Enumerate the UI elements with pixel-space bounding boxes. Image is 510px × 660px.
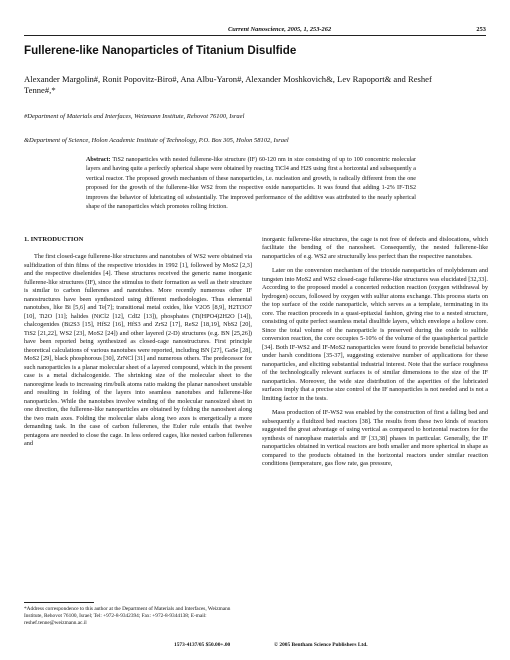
page-number: 253 xyxy=(476,26,486,33)
section-heading: 1. INTRODUCTION xyxy=(24,236,84,243)
affiliation-1: #Department of Materials and Interfaces, Weizmann Institute, Rehovot 76100, Israel xyxy=(24,113,245,120)
left-column xyxy=(24,236,252,455)
author-list: Alexander Margolin#, Ronit Popovitz-Biro#, Ana Albu-Yaron#, Alexander Moshkovich&, Lev Rapoport& and Reshef Tenne#,* xyxy=(24,74,432,95)
affiliation-2: &Department of Science, Holon Academic Institute of Technology, P.O. Box 305, Holon 58102, Israel xyxy=(24,137,289,144)
body-paragraph: Later on the conversion mechanism of the trioxide nanoparticles of molybdenum and tungsten into MoS2 and WS2 closed-cage fullerene-like structures was elucidated [32,33]. According to the proposed model a concerted reduction reaction (oxygen withdrawal by hydrogen) occurs, followed by oxygen with sulfur atoms exchange. This process starts on the top surface of the oxide nanoparticle, which serves as a template, terminating in its core. The reaction proceeds in a quasi-epitaxial fashion, giving rise to a nested structure, consisting of quite perfect seamless metal disulfide layers, which envelope a hollow core. Since the total volume of the nanoparticle is preserved during the oxide to sulfide conversion reaction, the core occupies 5-10% of the volume of the quasispherical particle [34]. Both IF-WS2 and IF-MoS2 nanoparticles were found to provide beneficial behavior under harsh conditions [35-37], suggesting extensive number of applications for these nanoparticles, and eliciting substantial industrial interest. Note that the surface roughness of the technologically relevant surfaces is of similar dimensions to the size of the IF nanoparticles. Moreover, the wide size distribution of the asperities of the lubricated surfaces imply that a precise size control of the IF nanoparticles is not needed and is not a limiting factor in the tests. xyxy=(262,267,488,402)
journal-citation: Current Nanoscience, 2005, 1, 253-262 xyxy=(228,26,332,33)
right-column xyxy=(262,236,488,475)
issn-price: 1573-4137/05 $50.00+.00 xyxy=(174,642,231,648)
body-paragraph: inorganic fullerene-like structures, the cage is not free of defects and dislocations, which facilitate the bending of the nanosheet. Consequently, the nested fullerene-like nanoparticles of e.g. WS2 are structurally less perfect than the respective nanotubes. xyxy=(262,236,488,260)
abstract-label: Abstract: xyxy=(86,157,111,163)
running-header xyxy=(0,26,510,40)
abstract xyxy=(86,156,416,212)
publisher-copyright: © 2005 Bentham Science Publishers Ltd. xyxy=(274,642,368,648)
body-paragraph: Mass production of IF-WS2 was enabled by the construction of first a falling bed and subsequently a fluidized bed reactors [38]. The results from these two kinds of reactors suggested the great advantage of using vertical as compared to horizontal reactors for the synthesis of nanophase materials and IF [33,38] phases in particular. Generally, the IF nanoparticles obtained in vertical reactors are both smaller and more spherical in shape as compared to the products obtained in the horizontal reactors under similar reaction conditions (temperature, gas flow rate, gas pressure, xyxy=(262,409,488,468)
correspondence-footnote: *Address correspondence to this author at the Department of Materials and Interfaces, Weizmann Institute, Rehovot 76100, Israel; Tel: +972-8-9342394; Fax: +972-8-9344138; E-mail: reshef.tenne@weizmann.ac.il xyxy=(24,606,231,626)
body-paragraph: The first closed-cage fullerene-like structures and nanotubes of WS2 were obtained via sulfidization of thin films of the respective trioxides in 1992 [1], followed by MoS2 [2,3] and the respective diselenides [4]. These structures received the generic name inorganic fullerene-like structures (IF), since the stimulus to their formation as well as their structure is similar to carbon fullerenes and nanotubes. More recently numerous other IF nanostructures have been synthesized using different methodologies. Thus elemental nanotubes, like Bi [5,6] and Te[7]; transitional metal oxides, like V2O5 [8,9], H2Ti3O7 [10], Ti2O [11]; halides (NiCl2 [12], CdI2 [13]), phosphates (Ti(HPO4)2H2O [14]), chalcogenides (Bi2S3 [15], HfS2 [16], HfS3 and ZrS2 [17], ReS2 [18,19], NbS2 [20], TiS2 [21,22], WS2 [23], MoS2 [24]) and other layered (2-D) structures (e.g. BN [25,26]) have been reported being synthesized as closed-cage nanostructures. First principle theoretical calculations of various nanotubes were reported, including BN [27], GaSe [28], MoS2 [29], black phosphorous [30], ZrNCl [31] and numerous others. The predecessor for such nanoparticles is a planar molecular sheet of a layered compound, which in the present case is a metal dichalcogenide. The shrinking size of the molecular sheet to the nanoregime leads to increasing rim/bulk atoms ratio making the planar nanosheet unstable and resulting in folding of the layers into seamless nanotubes and fullerene-like nanoparticles. While the nanotubes involve winding of the molecular nanosized sheet in one direction, the fullerene-like nanoparticles are obtained by folding the nanosheet along the two main axes. Folding the molecular slabs along two axes is energetically a more demanding task. In the case of carbon fullerenes, the Euler rule entails that twelve pentagons are needed to close the cage. In less ordered cages, like nested carbon fullerenes and xyxy=(24,253,252,448)
abstract-text: TiS2 nanoparticles with nested fullerene-like structure (IF) 60-120 nm in size consisting of up to 100 concentric molecular layers and having quite a perfectly spherical shape were obtained by reacting TiCl4 and H2S using first a horizontal and subsequently a vertical reactor. The proposed growth mechanism of these nanoparticles, i.e. nucleation and growth, is radically different from the one proposed for the growth of the fullerene-like WS2 from the respective oxide nanoparticles. It was found that adding 1-2% IF-TiS2 improves the behavior of lubricating oil substantially. The improved performance of the additive was attributed to the nearly spherical shape of the nanoparticles which promotes rolling friction. xyxy=(86,157,416,211)
paper-title: Fullerene-like Nanoparticles of Titanium Disulfide xyxy=(24,44,297,57)
footnote-rule xyxy=(24,602,94,603)
header-rule xyxy=(24,35,486,36)
